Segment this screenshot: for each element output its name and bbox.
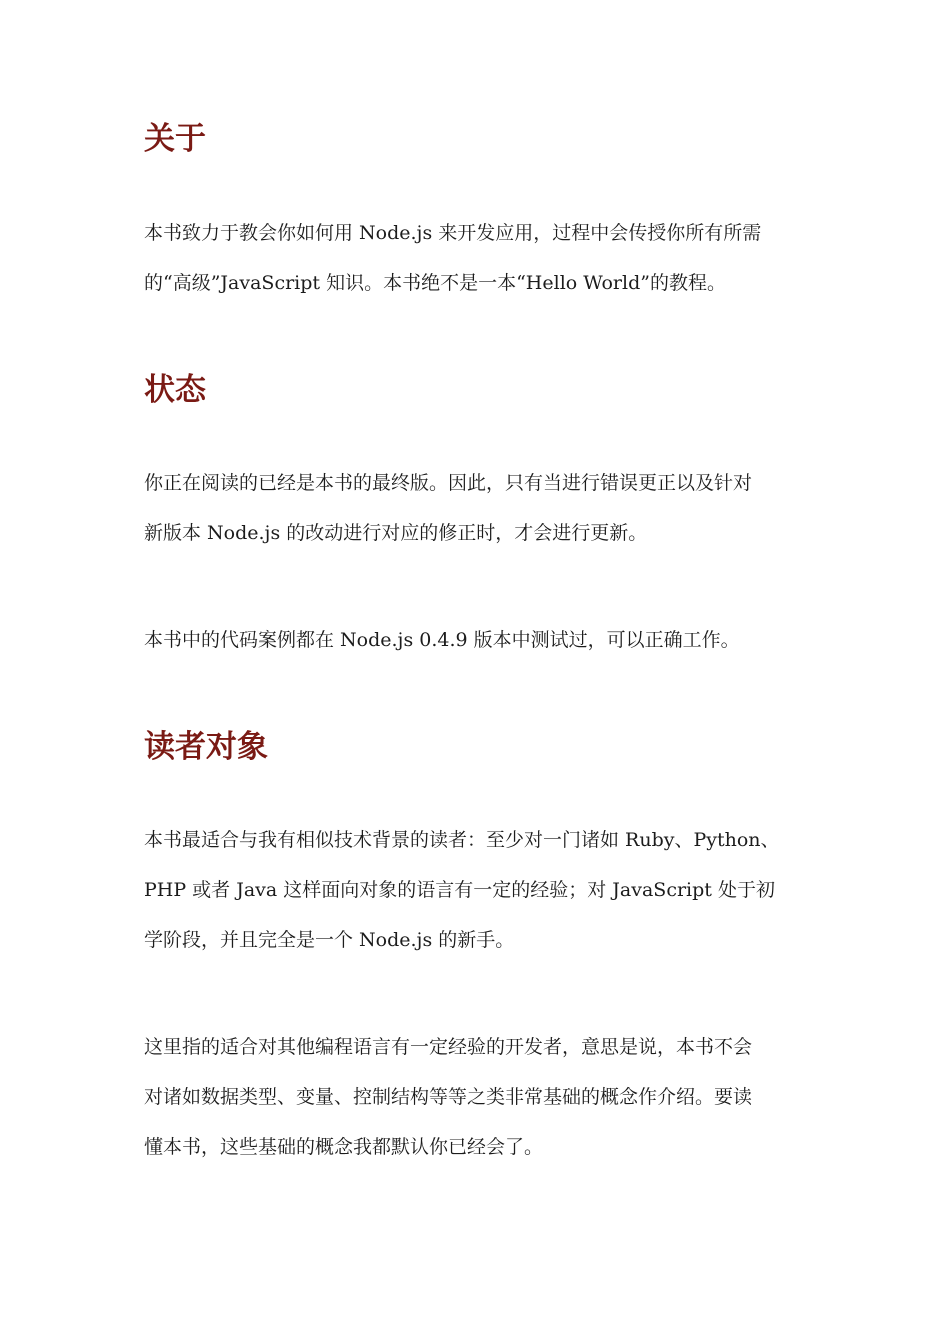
paragraph-line: 你正在阅读的已经是本书的最终版。因此，只有当进行错误更正以及针对 bbox=[144, 472, 753, 494]
paragraph-line: 本书中的代码案例都在 Node.js 0.4.9 版本中测试过，可以正确工作。 bbox=[144, 629, 740, 651]
section-heading-audience: 读者对象 bbox=[144, 729, 268, 765]
paragraph-line: 本书最适合与我有相似技术背景的读者：至少对一门诸如 Ruby、Python、 bbox=[144, 829, 780, 851]
paragraph-line: 这里指的适合对其他编程语言有一定经验的开发者，意思是说，本书不会 bbox=[144, 1036, 753, 1058]
paragraph-line: 对诸如数据类型、变量、控制结构等等之类非常基础的概念作介绍。要读 bbox=[144, 1086, 753, 1108]
section-heading-about: 关于 bbox=[144, 121, 206, 157]
about-paragraph bbox=[144, 208, 812, 308]
paragraph-line: 懂本书，这些基础的概念我都默认你已经会了。 bbox=[144, 1136, 544, 1158]
paragraph-line: 的“高级”JavaScript 知识。本书绝不是一本“Hello World”的教程。 bbox=[144, 272, 726, 294]
paragraph-line: 学阶段，并且完全是一个 Node.js 的新手。 bbox=[144, 929, 515, 951]
paragraph-line: 本书致力于教会你如何用 Node.js 来开发应用，过程中会传授你所有所需 bbox=[144, 222, 762, 244]
status-paragraph-2 bbox=[144, 615, 812, 665]
status-paragraph-1 bbox=[144, 458, 812, 558]
paragraph-line: PHP 或者 Java 这样面向对象的语言有一定的经验；对 JavaScript 处于初 bbox=[144, 879, 775, 901]
paragraph-line: 新版本 Node.js 的改动进行对应的修正时，才会进行更新。 bbox=[144, 522, 648, 544]
section-heading-status: 状态 bbox=[144, 372, 206, 408]
audience-paragraph-2 bbox=[144, 1022, 812, 1172]
audience-paragraph-1 bbox=[144, 815, 812, 965]
